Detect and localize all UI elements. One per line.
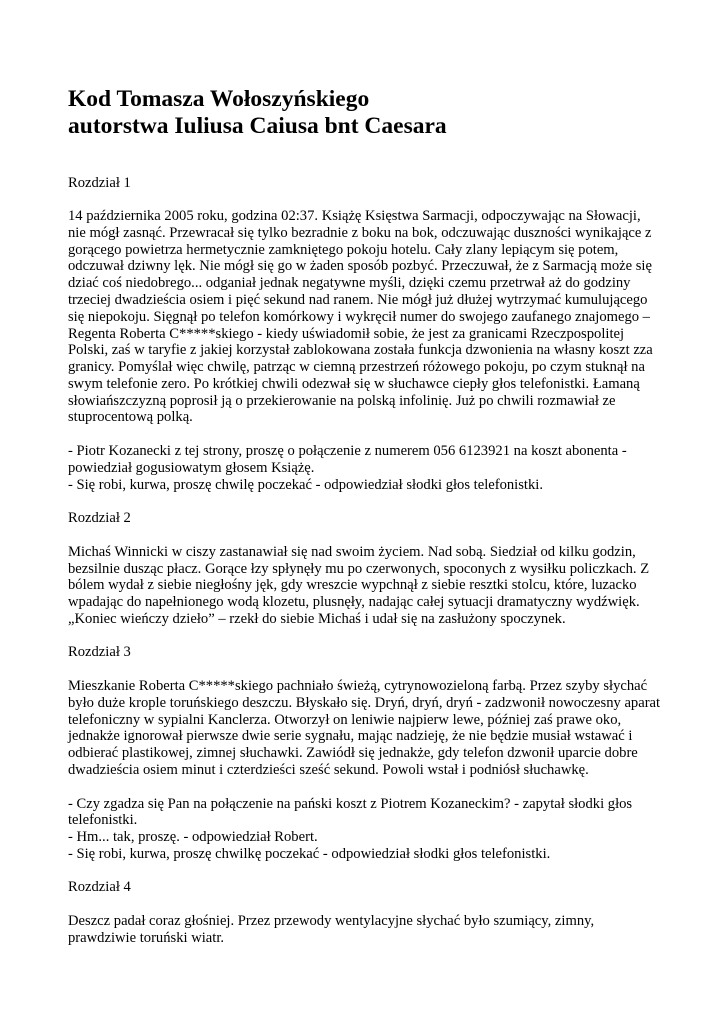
dialogue-line: - Hm... tak, proszę. - odpowiedział Robert. — [68, 829, 318, 846]
document-title — [68, 86, 662, 141]
dialogue-line: - Się robi, kurwa, proszę chwilkę poczekać - odpowiedział słodki głos telefonistki. — [68, 845, 551, 862]
paragraph: Michaś Winnicki w ciszy zastanawiał się nad swoim życiem. Nad sobą. Siedział od kilku godzin, bezsilnie dusząc płacz. Gorące łzy spłynęły mu po czerwonych, spoconych z wysiłku policzkach. Z bólem wydał z siebie niegłośny jęk, gdy wreszcie wypchnął z siebie resztki stolcu, które, luzacko wpadając do napełnionego wodą klozetu, plusnęły, nadając całej sytuacji dramatyczny wydźwięk. „Koniec wieńczy dzieło” – rzekł do siebie Michaś i udał się na zasłużony spoczynek. — [68, 543, 650, 627]
paragraph: Deszcz padał coraz głośniej. Przez przewody wentylacyjne słychać było szumiący, zimny, prawdziwie toruński wiatr. — [68, 913, 595, 946]
document-title-line-1: Kod Tomasza Wołoszyńskiego — [68, 86, 370, 112]
document-title-line-2: autorstwa Iuliusa Caiusa bnt Caesara — [68, 113, 447, 140]
chapter-heading: Rozdział 4 — [68, 879, 131, 896]
dialogue-line: - Się robi, kurwa, proszę chwilę poczekać - odpowiedział słodki głos telefonistki. — [68, 476, 543, 493]
paragraph: 14 października 2005 roku, godzina 02:37. Książę Księstwa Sarmacji, odpoczywając na Słowacji, nie mógł zasnąć. Przewracał się tylko bezradnie z boku na bok, odczuwając duszności wynikające z gorącego powietrza hermetycznie zamkniętego pokoju hotelu. Cały zlany lepiącym się potem, odczuwał dziwny lęk. Nie mógł się go w żaden sposób pozbyć. Przeczuwał, że z Sarmacją może się dziać coś niedobrego... odganiał jednak negatywne myśli, dzięki czemu przetrwał aż do godziny trzeciej dwadzieścia osiem i pięć sekund nad ranem. Nie mógł już dłużej wytrzymać kumulującego się niepokoju. Sięgnął po telefon komórkowy i wykręcił numer do swojego zaufanego znajomego – Regenta Roberta C*****skiego - kiedy uświadomił sobie, że jest za granicami Rzeczpospolitej Polski, zaś w taryfie z jakiej korzystał zablokowana została funkcja dzwonienia na własny koszt zza granicy. Pomyślał więc chwilę, patrząc w ciemną przestrzeń różowego pokoju, po czym stuknął na swym telefonie zero. Po krótkiej chwili odezwał się w słuchawce ciepły głos telefonistki. Łamaną słowiańszczyzną poprosił ją o przekierowanie na polską infolinię. Już po chwili rozmawiał ze stuprocentową polką. — [68, 208, 653, 426]
dialogue-line: - Piotr Kozanecki z tej strony, proszę o połączenie z numerem 056 6123921 na koszt abonenta - powiedział gogusiowatym głosem Książę. — [68, 443, 627, 476]
dialogue-line: - Czy zgadza się Pan na połączenie na pański koszt z Piotrem Kozaneckim? - zapytał słodki głos telefonistki. — [68, 795, 633, 829]
chapter-heading: Rozdział 1 — [68, 174, 131, 191]
chapter-heading: Rozdział 2 — [68, 510, 131, 527]
dialogue-block — [68, 796, 662, 863]
document-body — [68, 175, 662, 947]
paragraph: Mieszkanie Roberta C*****skiego pachniało świeżą, cytrynowozieloną farbą. Przez szyby słychać było duże krople toruńskiego deszczu. Błyskało się. Dryń, dryń, dryń - zadzwonił nowoczesny aparat telefoniczny w sypialni Kanclerza. Otworzył on leniwie najpierw lewe, później zaś prawe oko, jednakże ignorował pierwsze dwie serie sygnału, mając nadzieję, że nie będzie musiał wstawać i odbierać plastikowej, zimnej słuchawki. Zawiódł się jednakże, gdy telefon dzwonił uparcie dobre dwadzieścia osiem minut i czterdzieści sześć sekund. Powoli wstał i podniósł słuchawkę. — [68, 678, 661, 778]
dialogue-block — [68, 443, 662, 493]
chapter-heading: Rozdział 3 — [68, 644, 131, 661]
